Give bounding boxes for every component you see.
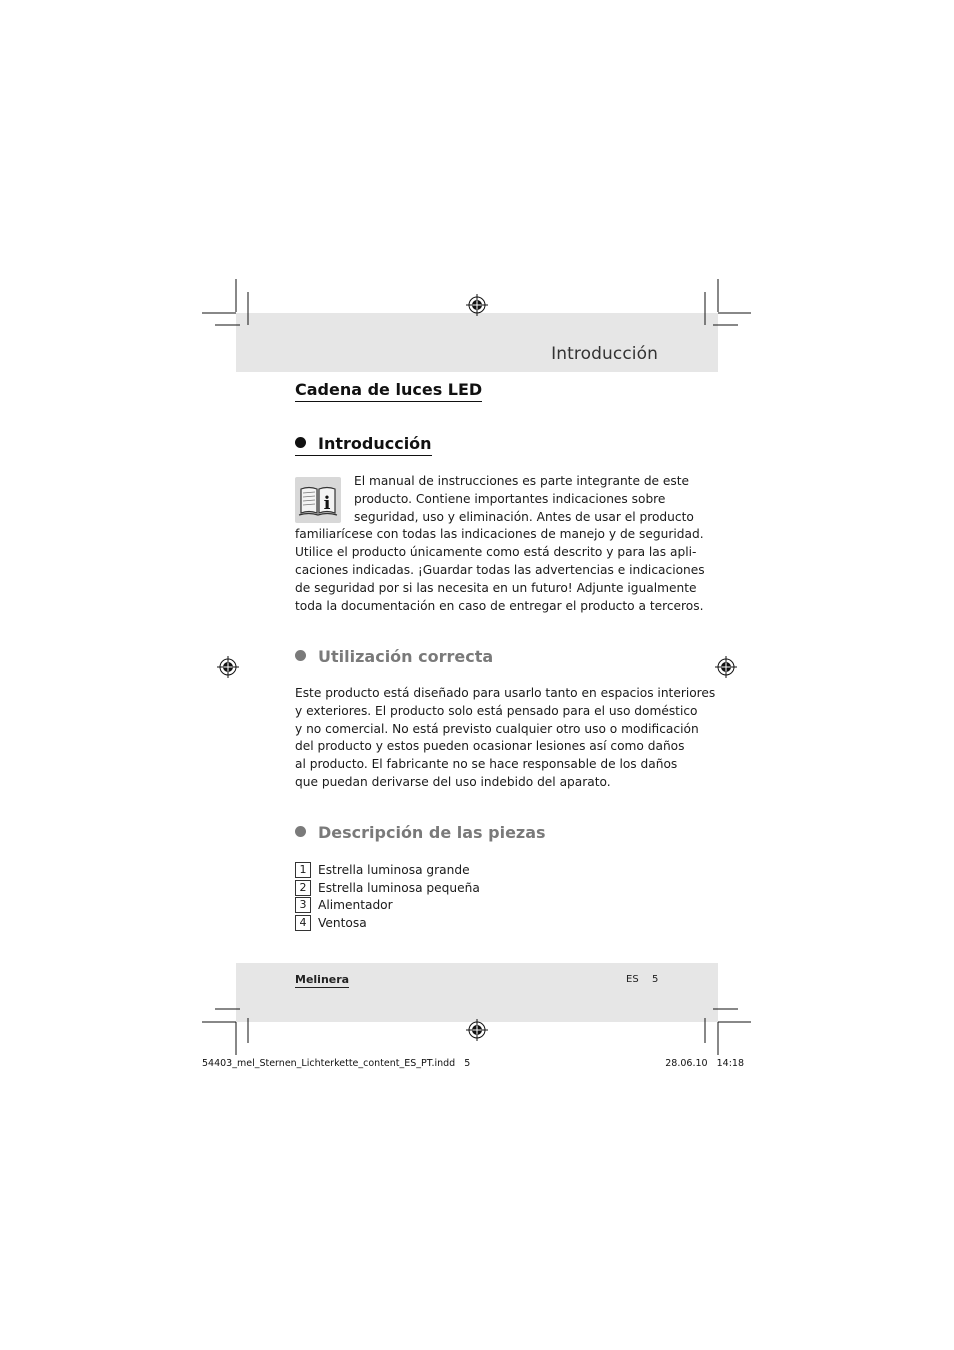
intro-paragraph [295,473,705,615]
slug-filename: 54403_mel_Sternen_Lichterkette_content_ES_PT.indd 5 [202,1058,471,1069]
registration-mark-icon [217,656,239,678]
registration-mark-icon [466,294,488,316]
language-code: ES [626,974,639,985]
registration-mark-icon [466,1019,488,1041]
section-heading-introduccion [295,434,432,456]
section-heading-descripcion [295,823,546,842]
part-number: 1 [295,862,311,878]
text-line: del producto y estos pueden ocasionar lesiones así como daños [295,739,685,754]
brand-logo: Melinera [295,973,350,986]
part-label: Ventosa [318,916,367,931]
uso-paragraph [295,685,716,792]
bullet-icon [295,826,306,837]
list-item [295,897,480,915]
text-line: y no comercial. No está previsto cualquier otro uso o modificación [295,721,699,736]
text-line: al producto. El fabricante no se hace responsable de los daños [295,757,678,772]
registration-mark-icon [715,656,737,678]
list-item [295,914,480,932]
text-line: de seguridad por si las necesita en un futuro! Adjunte igualmente [295,580,697,595]
document-title: Cadena de luces LED [295,380,482,402]
section-heading-label: Introducción [318,434,432,453]
text-line: Este producto está diseñado para usarlo tanto en espacios interiores [295,686,716,700]
part-label: Estrella luminosa pequeña [318,880,480,895]
bullet-icon [295,650,306,661]
part-label: Alimentador [318,898,393,913]
text-line: toda la documentación en caso de entregar el producto a terceros. [295,598,704,613]
text-line: seguridad, uso y eliminación. Antes de usar el producto [354,509,694,524]
text-line: El manual de instrucciones es parte integrante de este [354,474,690,488]
part-label: Estrella luminosa grande [318,862,470,877]
section-heading-label: Descripción de las piezas [318,823,546,842]
text-line: y exteriores. El producto solo está pensado para el uso doméstico [295,703,698,718]
text-line: familiarícese con todas las indicaciones de manejo y de seguridad. [295,527,704,542]
page-number: 5 [652,974,659,985]
header-title: Introducción [551,344,658,364]
list-item [295,861,480,879]
svg-text:i: i [323,493,331,514]
text-line: caciones indicadas. ¡Guardar todas las advertencias e indicaciones [295,562,705,577]
slug-datetime: 28.06.10 14:18 [665,1058,744,1069]
text-line: Utilice el producto únicamente como está descrito y para las apli- [295,545,697,560]
part-number: 4 [295,915,311,931]
part-number: 3 [295,897,311,913]
text-line: producto. Contiene importantes indicaciones sobre [354,491,666,506]
section-heading-label: Utilización correcta [318,647,494,666]
part-number: 2 [295,880,311,896]
bullet-icon [295,437,306,448]
section-heading-utilizacion [295,647,493,666]
text-line: que puedan derivarse del uso indebido del aparato. [295,774,611,789]
parts-list [295,861,480,932]
list-item [295,879,480,897]
